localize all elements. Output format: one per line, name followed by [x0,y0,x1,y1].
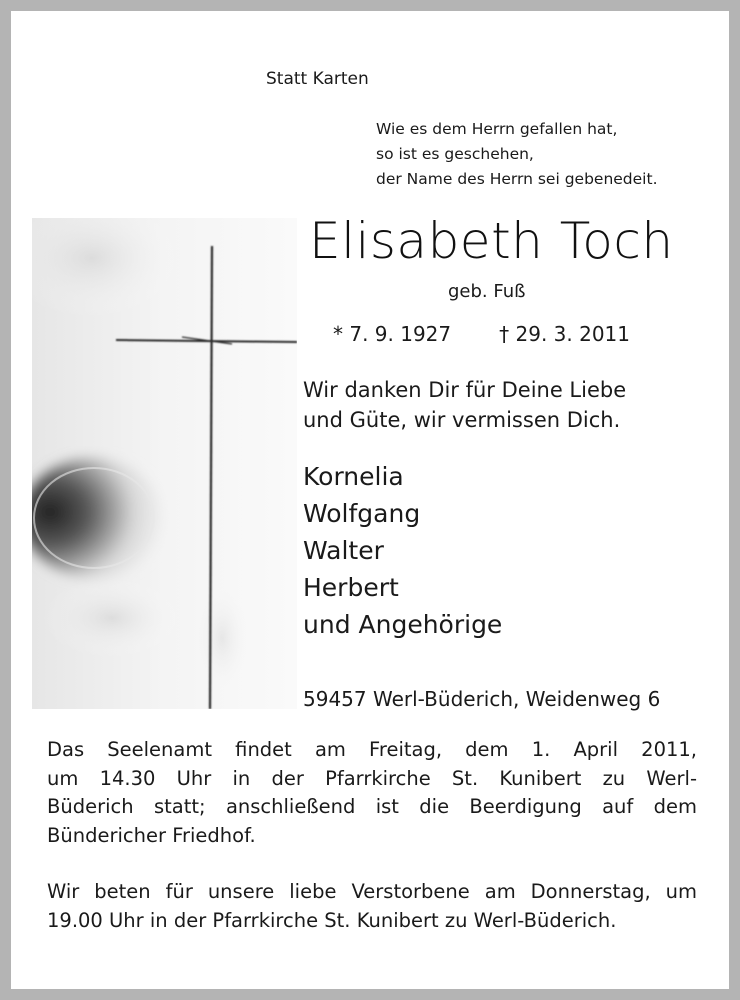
mourner-name: Wolfgang [303,499,421,528]
statt-karten-label: Statt Karten [266,69,369,89]
service-line: Büderich statt; anschließend ist die Beerdigung auf dem [47,795,697,818]
service-paragraph [47,736,697,850]
mourner-name: Kornelia [303,462,404,491]
death-date: † 29. 3. 2011 [499,322,630,346]
deceased-name: Elisabeth Toch [309,212,674,270]
prayer-line: 19.00 Uhr in der Pfarrkirche St. Kunibert zu Werl-Büderich. [47,908,617,932]
thanks-line: und Güte, wir vermissen Dich. [303,408,621,432]
verse-line: Wie es dem Herrn gefallen hat, [376,120,618,138]
thanks-text [303,375,713,435]
life-dates [333,322,630,346]
cross-artwork-icon [32,218,297,709]
mourner-name: Herbert [303,573,399,602]
service-line: um 14.30 Uhr in der Pfarrkirche St. Kunibert zu Werl- [47,766,697,790]
prayer-line: Wir beten für unsere liebe Verstorbene am Donnerstag, um [47,880,697,903]
prayer-paragraph [47,878,697,935]
service-line: Bündericher Friedhof. [47,823,256,847]
thanks-line: Wir danken Dir für Deine Liebe [303,378,627,402]
obituary-card [11,11,729,989]
verse-line: so ist es geschehen, [376,145,534,163]
bible-verse [376,117,716,192]
mourner-name: Walter [303,536,384,565]
mourner-name: und Angehörige [303,610,503,639]
service-line: Das Seelenamt findet am Freitag, dem 1. April 2011, [47,738,697,761]
mourners-list [303,458,713,643]
verse-line: der Name des Herrn sei gebenedeit. [376,170,658,188]
family-address: 59457 Werl-Büderich, Weidenweg 6 [303,687,661,711]
birth-date: * 7. 9. 1927 [333,322,452,346]
birth-name: geb. Fuß [448,281,526,302]
